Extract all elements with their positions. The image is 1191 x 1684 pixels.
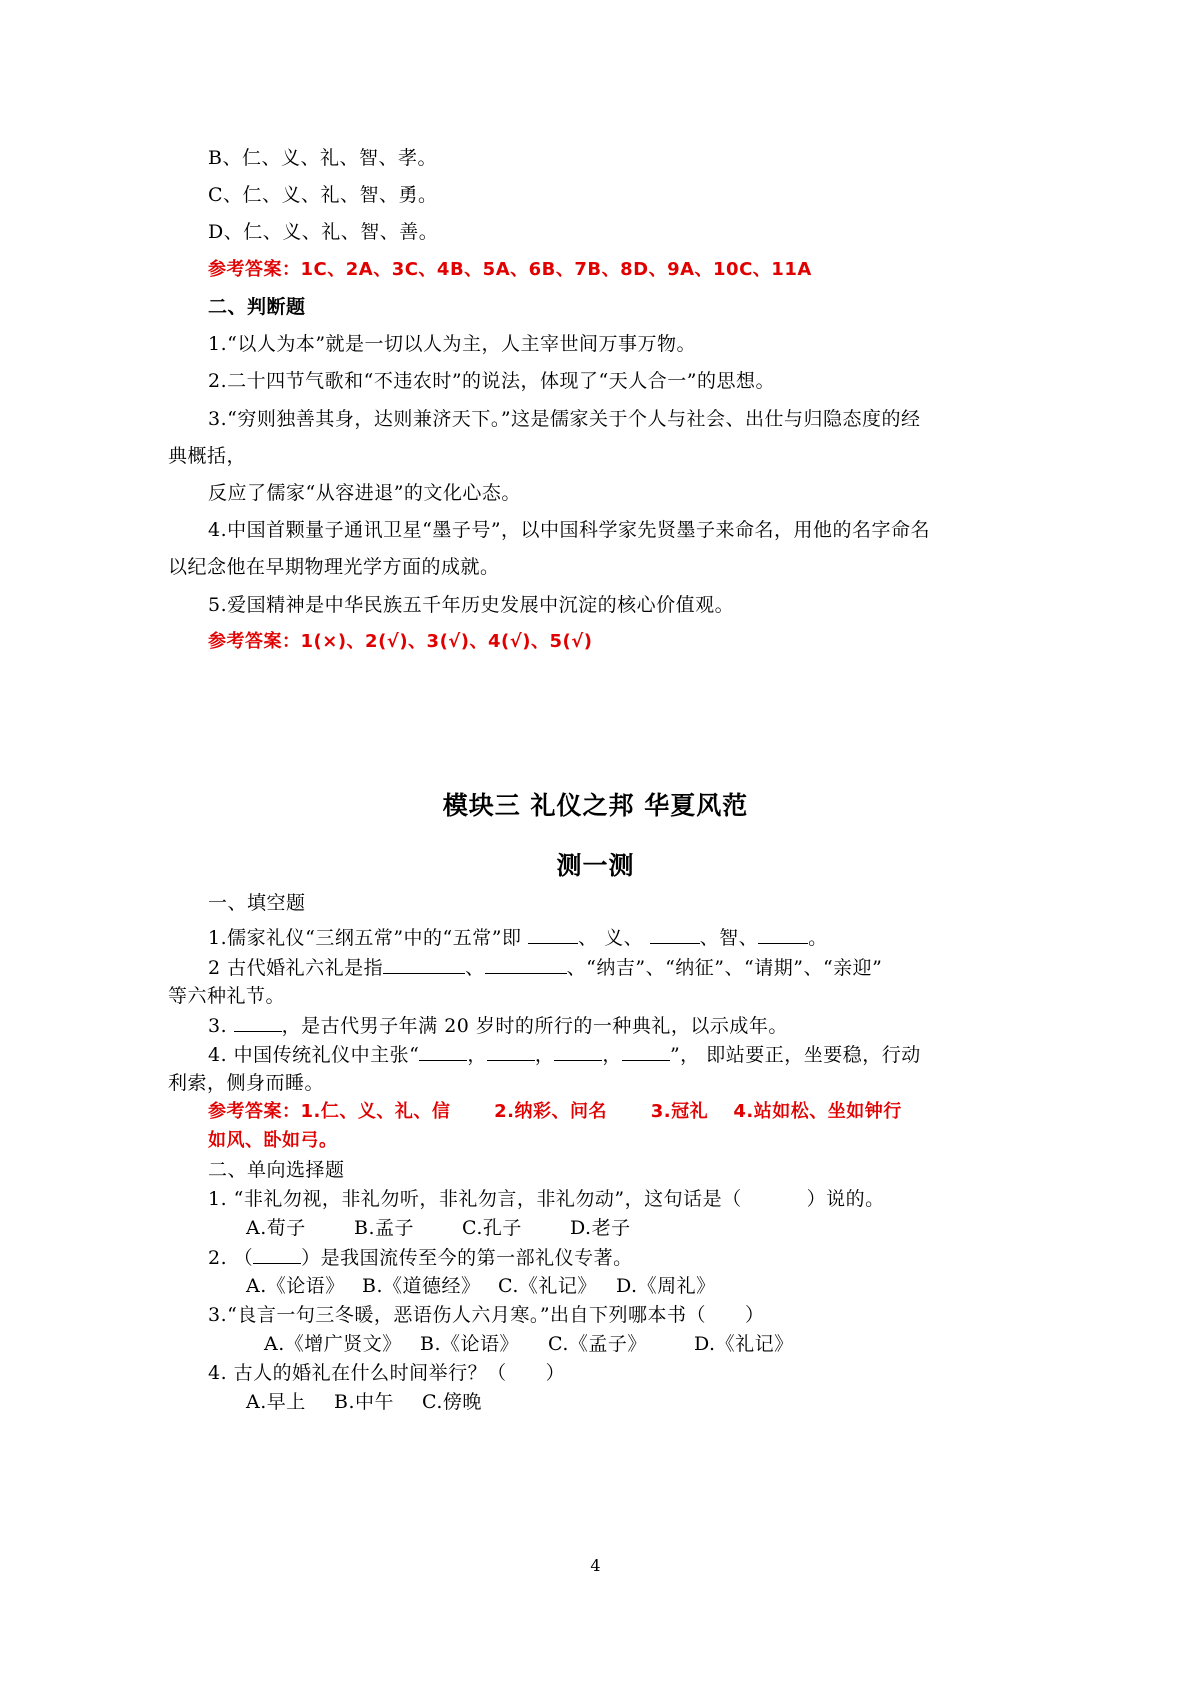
fill-q1-text-d: 。: [808, 927, 828, 949]
blank: [758, 925, 808, 944]
option-c: C、仁、义、礼、智、勇。: [208, 184, 438, 206]
blank: [650, 925, 700, 944]
blank: [383, 955, 465, 974]
blank: [487, 1042, 535, 1061]
judge-item-2: 2.二十四节气歌和“不违农时”的说法，体现了“天人合一”的思想。: [208, 370, 775, 392]
blank: [419, 1042, 467, 1061]
fill-q4-sep: ，: [602, 1044, 622, 1066]
option-d: D.老子: [570, 1217, 631, 1239]
judge-item-5: 5.爱国精神是中华民族五千年历史发展中沉淀的核心价值观。: [208, 594, 735, 616]
choice-q4: 4. 古人的婚礼在什么时间举行？（ ）: [208, 1362, 566, 1384]
option-c: C.孔子: [462, 1217, 522, 1239]
fill-q2-text-b: 、: [465, 957, 485, 979]
fill-q2-text-a: 2 古代婚礼六礼是指: [208, 957, 384, 979]
blank: [253, 1245, 301, 1264]
answer-judge: 参考答案：1(×)、2(√)、3(√)、4(√)、5(√): [208, 631, 593, 652]
fill-q4-line-2: 利索，侧身而睡。: [168, 1072, 325, 1094]
choice-q2: [208, 1245, 633, 1270]
choice-q2-text-b: ）是我国流传至今的第一部礼仪专著。: [301, 1247, 633, 1269]
option-c: C.《礼记》: [498, 1275, 597, 1297]
module-title: 模块三 礼仪之邦 华夏风范: [442, 791, 749, 820]
fill-q4-sep: ，: [467, 1044, 487, 1066]
fill-q1: [208, 925, 828, 950]
fill-heading: 一、填空题: [208, 892, 306, 914]
fill-q2-text-d: “纳吉”、“纳征”、“请期”、“亲迎”: [586, 957, 883, 979]
blank: [485, 955, 567, 974]
fill-q4-sep: ，: [534, 1044, 555, 1066]
fill-q1-text-b: 、 义、: [578, 927, 650, 949]
option-c: C.傍晚: [422, 1391, 482, 1413]
option-d: D.《礼记》: [694, 1333, 794, 1355]
choice-q2-options: [246, 1274, 716, 1298]
option-b: B.《道德经》: [362, 1275, 481, 1297]
judge-item-1: 1.“以人为本”就是一切以人为主，人主宰世间万事万物。: [208, 333, 697, 355]
fill-q4-text-a: 4. 中国传统礼仪中主张“: [208, 1044, 420, 1066]
option-b: B.中午: [334, 1391, 395, 1413]
option-c: C.《孟子》: [548, 1333, 647, 1355]
choice-q3-options: [264, 1332, 794, 1356]
fill-q3-text-a: 3.: [208, 1015, 234, 1037]
option-a: A.《论语》: [246, 1275, 345, 1297]
judge-item-4-line-1: 4.中国首颗量子通讯卫星“墨子号”，以中国科学家先贤墨子来命名，用他的名字命名: [208, 519, 931, 541]
option-a: A.早上: [246, 1391, 306, 1413]
blank: [554, 1042, 602, 1061]
option-a: A.荀子: [246, 1217, 306, 1239]
option-b: B.孟子: [354, 1217, 415, 1239]
answer-fill-line-2: 如风、卧如弓。: [208, 1130, 338, 1151]
option-d: D、仁、义、礼、智、善。: [208, 221, 439, 243]
choice-q3: 3.“良言一句三冬暖，恶语伤人六月寒。”出自下列哪本书（ ）: [208, 1304, 765, 1326]
answer-choice: 参考答案：1C、2A、3C、4B、5A、6B、7B、8D、9A、10C、11A: [208, 259, 812, 280]
judge-item-3-line-2: 典概括，: [168, 445, 247, 467]
choice-q1: 1. “非礼勿视，非礼勿听，非礼勿言，非礼勿动”，这句话是（ ）说的。: [208, 1188, 885, 1210]
judge-item-4-line-2: 以纪念他在早期物理光学方面的成就。: [168, 556, 500, 578]
judge-item-3-line-3: 反应了儒家“从容进退”的文化心态。: [208, 482, 521, 504]
choice-q2-text-a: 2. （: [208, 1247, 254, 1269]
option-a: A.《增广贤文》: [264, 1333, 402, 1355]
blank: [234, 1013, 282, 1032]
choice-heading: 二、单向选择题: [208, 1159, 345, 1181]
fill-q3: [208, 1013, 788, 1038]
blank: [622, 1042, 670, 1061]
fill-q4-text-b: ”， 即站要正，坐要稳，行动: [669, 1044, 921, 1066]
fill-q2-text-c: 、: [566, 957, 587, 979]
fill-q2-line-2: 等六种礼节。: [168, 985, 286, 1007]
choice-q4-options: [246, 1390, 482, 1414]
blank: [528, 925, 578, 944]
option-b: B.《论语》: [420, 1333, 520, 1355]
option-d: D.《周礼》: [616, 1275, 716, 1297]
fill-q1-text-c: 、智、: [699, 927, 759, 949]
choice-q1-options: [246, 1216, 631, 1240]
fill-q1-text-a: 1.儒家礼仪“三纲五常”中的“五常”即: [208, 927, 529, 949]
judge-item-3-line-1: 3.“穷则独善其身，达则兼济天下。”这是儒家关于个人与社会、出仕与归隐态度的经: [208, 408, 921, 430]
module-subtitle: 测一测: [556, 851, 635, 880]
fill-q3-text-b: ，是古代男子年满 20 岁时的所行的一种典礼，以示成年。: [281, 1015, 788, 1037]
fill-q2-line-1: [208, 955, 882, 980]
fill-q4-line-1: [208, 1042, 921, 1067]
answer-fill-line-1: 参考答案：1.仁、义、礼、信 2.纳彩、问名 3.冠礼 4.站如松、坐如钟行: [208, 1101, 902, 1122]
judge-heading: 二、判断题: [208, 296, 306, 318]
page-number: 4: [590, 1556, 601, 1575]
option-b: B、仁、义、礼、智、孝。: [208, 147, 437, 169]
